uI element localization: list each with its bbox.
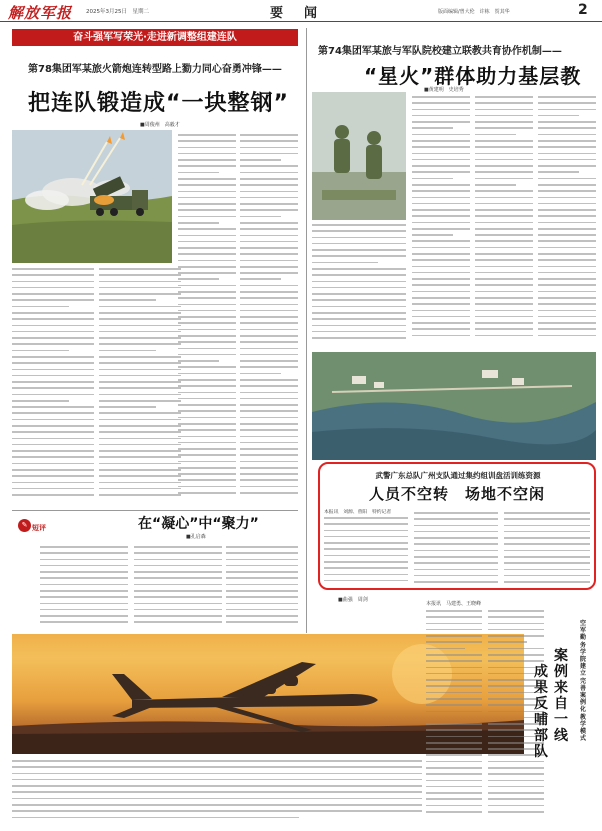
right-text-col-1 [412, 96, 470, 346]
rocket-launcher-illustration [12, 130, 172, 263]
left-body-text-col-4 [240, 134, 298, 506]
left-body-text-col-2 [99, 268, 181, 506]
vertical-story-kicker: 空军勤务学院建立完善案例化教学模式 [580, 620, 587, 743]
highlighted-story-headline: 人员不空转 场地不空闲 [368, 485, 545, 503]
highlighted-story-kicker: 武警广东总队广州支队通过集约组训盘活训练资源 [375, 471, 541, 480]
right-text-col-3 [538, 96, 596, 346]
bottom-text-col-1 [426, 610, 482, 825]
mid-byline: ■曲强 周剑 [338, 597, 368, 603]
topic-banner: 奋斗强军写荣光·走进新调整组建连队 [12, 29, 298, 46]
bottom-story-byline: 本报讯 马建勇、王晓峰 [426, 601, 482, 607]
newspaper-logo: 解放军报 [8, 4, 73, 22]
left-story-byline: ■周俊州 高毅才 [140, 122, 180, 128]
section-name: 要 闻 [270, 6, 322, 21]
left-story-headline: 把连队锻造成“一块整钢” [28, 91, 289, 116]
right-text-col-2 [475, 96, 533, 346]
bottom-left-text [12, 760, 422, 826]
issue-date: 2025年3月25日 星期二 [86, 9, 149, 15]
left-body-text-col-1 [12, 268, 94, 506]
left-story-subtitle: 第78集团军某旅火箭炮连转型路上勠力同心奋勇冲锋—— [28, 64, 282, 75]
right-story-byline: ■黄建明 史培秀 [424, 87, 464, 93]
comment-text-col-2 [134, 546, 222, 630]
right-story-subtitle: 第74集团军某旅与军队院校建立联教共育协作机制—— [318, 46, 562, 57]
comment-headline: 在“凝心”中“聚力” [138, 516, 259, 532]
rocket-launcher-photo [12, 130, 172, 263]
comment-tag: 短评 [32, 524, 46, 532]
page-number: 2 [578, 2, 588, 18]
right-story-headline: “星火”群体助力基层教 [364, 64, 582, 88]
comment-text-col-3 [226, 546, 298, 630]
section-divider [12, 510, 298, 511]
soldiers-training-photo [312, 92, 406, 220]
highlighted-text-col-2 [414, 512, 498, 585]
comment-icon: ✎ [18, 519, 31, 532]
aerial-landscape-photo [312, 352, 596, 460]
masthead [0, 0, 602, 22]
vertical-story-headline [534, 648, 574, 760]
vertical-headline-col-2: 成果反哺部队 [534, 664, 548, 760]
aerial-illustration [312, 352, 596, 460]
editor-info: 版面编辑/曾大伦 许栋 贺其华 [438, 9, 510, 15]
vertical-headline-col-1: 案例来自一线 [554, 648, 568, 744]
highlighted-story-byline: 本报讯 刘源、曾阳 特约记者 [324, 510, 392, 515]
comment-byline: ■孔启森 [186, 534, 206, 540]
highlighted-text-col-1 [324, 517, 408, 585]
training-illustration [312, 92, 406, 220]
left-body-text-col-3 [178, 134, 236, 506]
highlighted-text-col-3 [504, 512, 590, 585]
right-text-col-0 [312, 224, 406, 346]
comment-text-col-1 [40, 546, 128, 630]
column-divider [306, 28, 307, 633]
